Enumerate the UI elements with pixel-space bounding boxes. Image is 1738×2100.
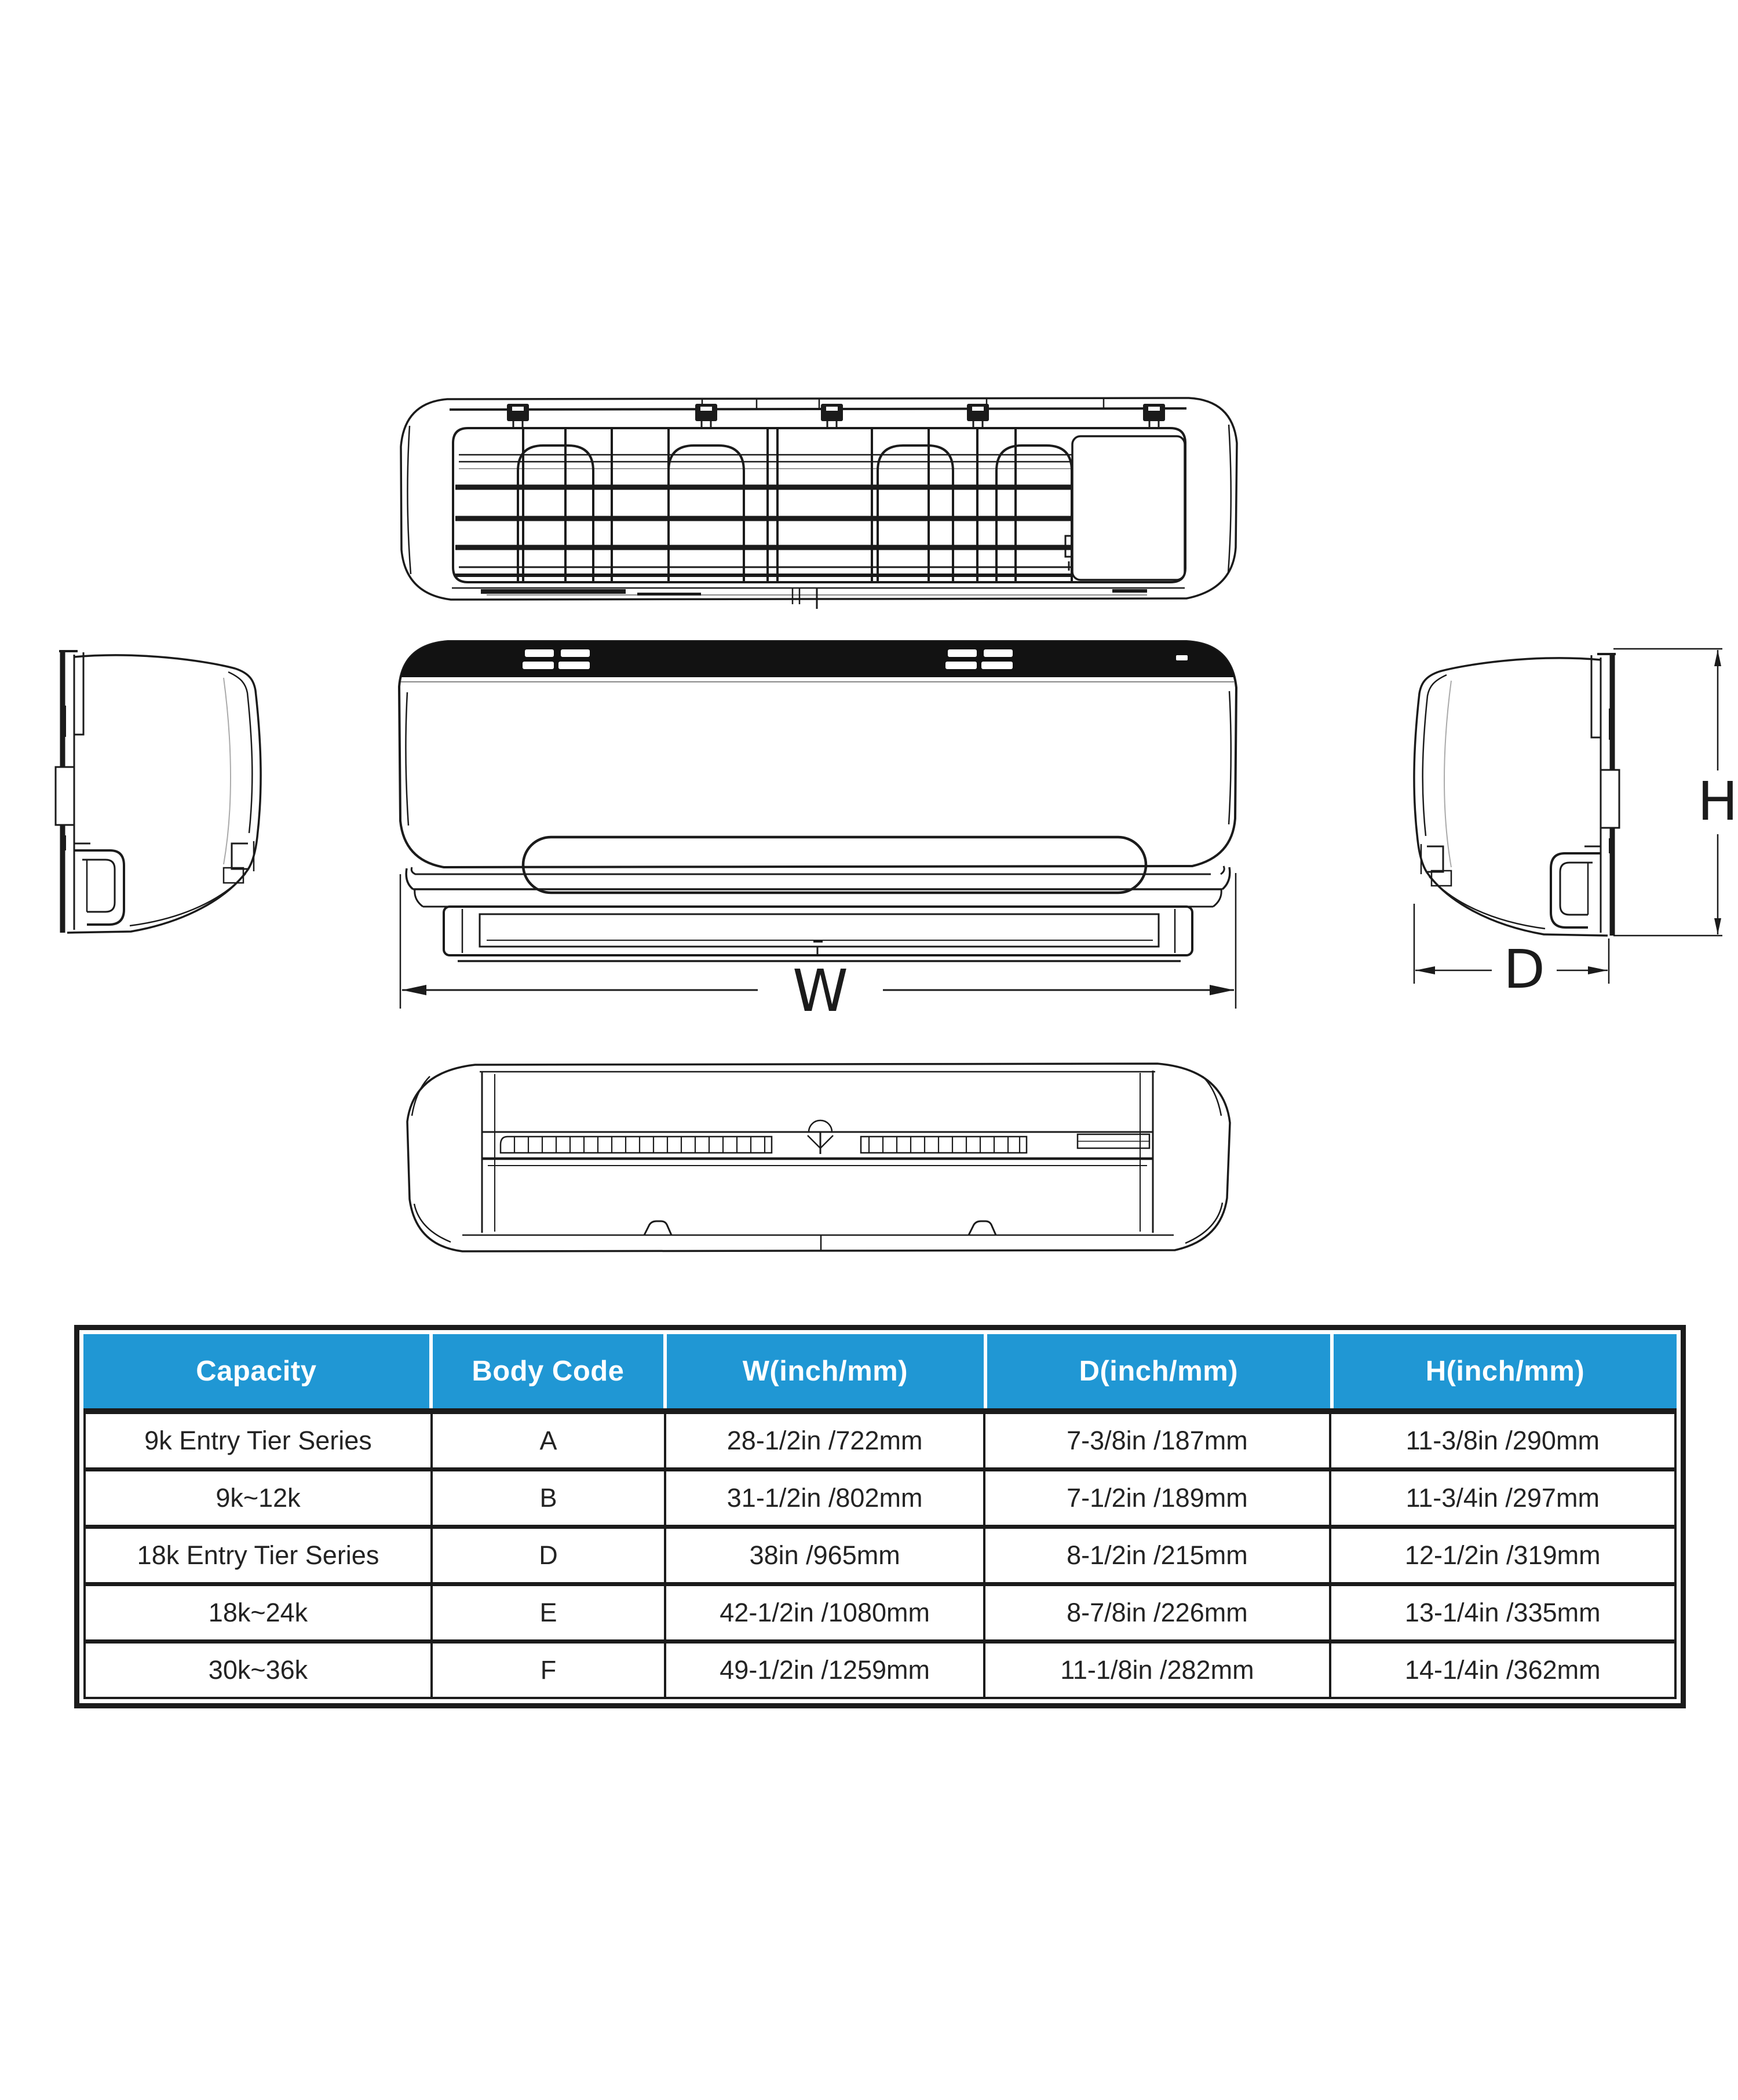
cell-height: 11-3/4in /297mm [1329, 1471, 1674, 1525]
col-header-depth: D(inch/mm) [984, 1334, 1330, 1408]
table-row [86, 1467, 1674, 1525]
cell-capacity: 30k~36k [208, 1655, 308, 1685]
cell-body-code: A [430, 1414, 664, 1467]
table-header-row [83, 1334, 1677, 1408]
cell-capacity: 18k~24k [208, 1598, 308, 1627]
cell-capacity: 9k Entry Tier Series [144, 1426, 372, 1455]
cell-width: 38in /965mm [664, 1529, 983, 1582]
cell-width: 49-1/2in /1259mm [664, 1644, 983, 1697]
cell-width: 31-1/2in /802mm [664, 1471, 983, 1525]
table-row [86, 1639, 1674, 1697]
front-view-drawing [393, 634, 1242, 1025]
left-side-view-drawing [50, 637, 270, 953]
cell-depth: 8-7/8in /226mm [983, 1586, 1328, 1639]
cell-height: 12-1/2in /319mm [1329, 1529, 1674, 1582]
bottom-view-drawing [394, 1060, 1240, 1269]
cell-depth: 7-3/8in /187mm [983, 1414, 1328, 1467]
table-row [86, 1414, 1674, 1467]
cell-depth: 11-1/8in /282mm [983, 1644, 1328, 1697]
cell-depth: 8-1/2in /215mm [983, 1529, 1328, 1582]
depth-label: D [1503, 938, 1545, 1000]
cell-width: 42-1/2in /1080mm [664, 1586, 983, 1639]
col-header-capacity: Capacity [196, 1356, 317, 1387]
cell-body-code: D [430, 1529, 664, 1582]
dimension-table [74, 1325, 1686, 1708]
cell-body-code: E [430, 1586, 664, 1639]
cell-capacity: 18k Entry Tier Series [137, 1540, 379, 1570]
table-row [86, 1582, 1674, 1639]
top-view-drawing [394, 390, 1243, 613]
cell-body-code: F [430, 1644, 664, 1697]
cell-width: 28-1/2in /722mm [664, 1414, 983, 1467]
cell-height: 14-1/4in /362mm [1329, 1644, 1674, 1697]
cell-capacity: 9k~12k [216, 1483, 301, 1513]
right-side-view-drawing [1405, 631, 1738, 1014]
display-recess [523, 837, 1146, 893]
cell-height: 13-1/4in /335mm [1329, 1586, 1674, 1639]
cell-height: 11-3/8in /290mm [1329, 1414, 1674, 1467]
table-row [86, 1525, 1674, 1582]
height-label: H [1697, 770, 1738, 832]
cell-body-code: B [430, 1471, 664, 1525]
col-header-body-code: Body Code [429, 1334, 663, 1408]
col-header-height: H(inch/mm) [1330, 1334, 1677, 1408]
col-header-width: W(inch/mm) [663, 1334, 984, 1408]
width-label: W [793, 957, 848, 1025]
table-body [83, 1408, 1677, 1699]
cell-depth: 7-1/2in /189mm [983, 1471, 1328, 1525]
